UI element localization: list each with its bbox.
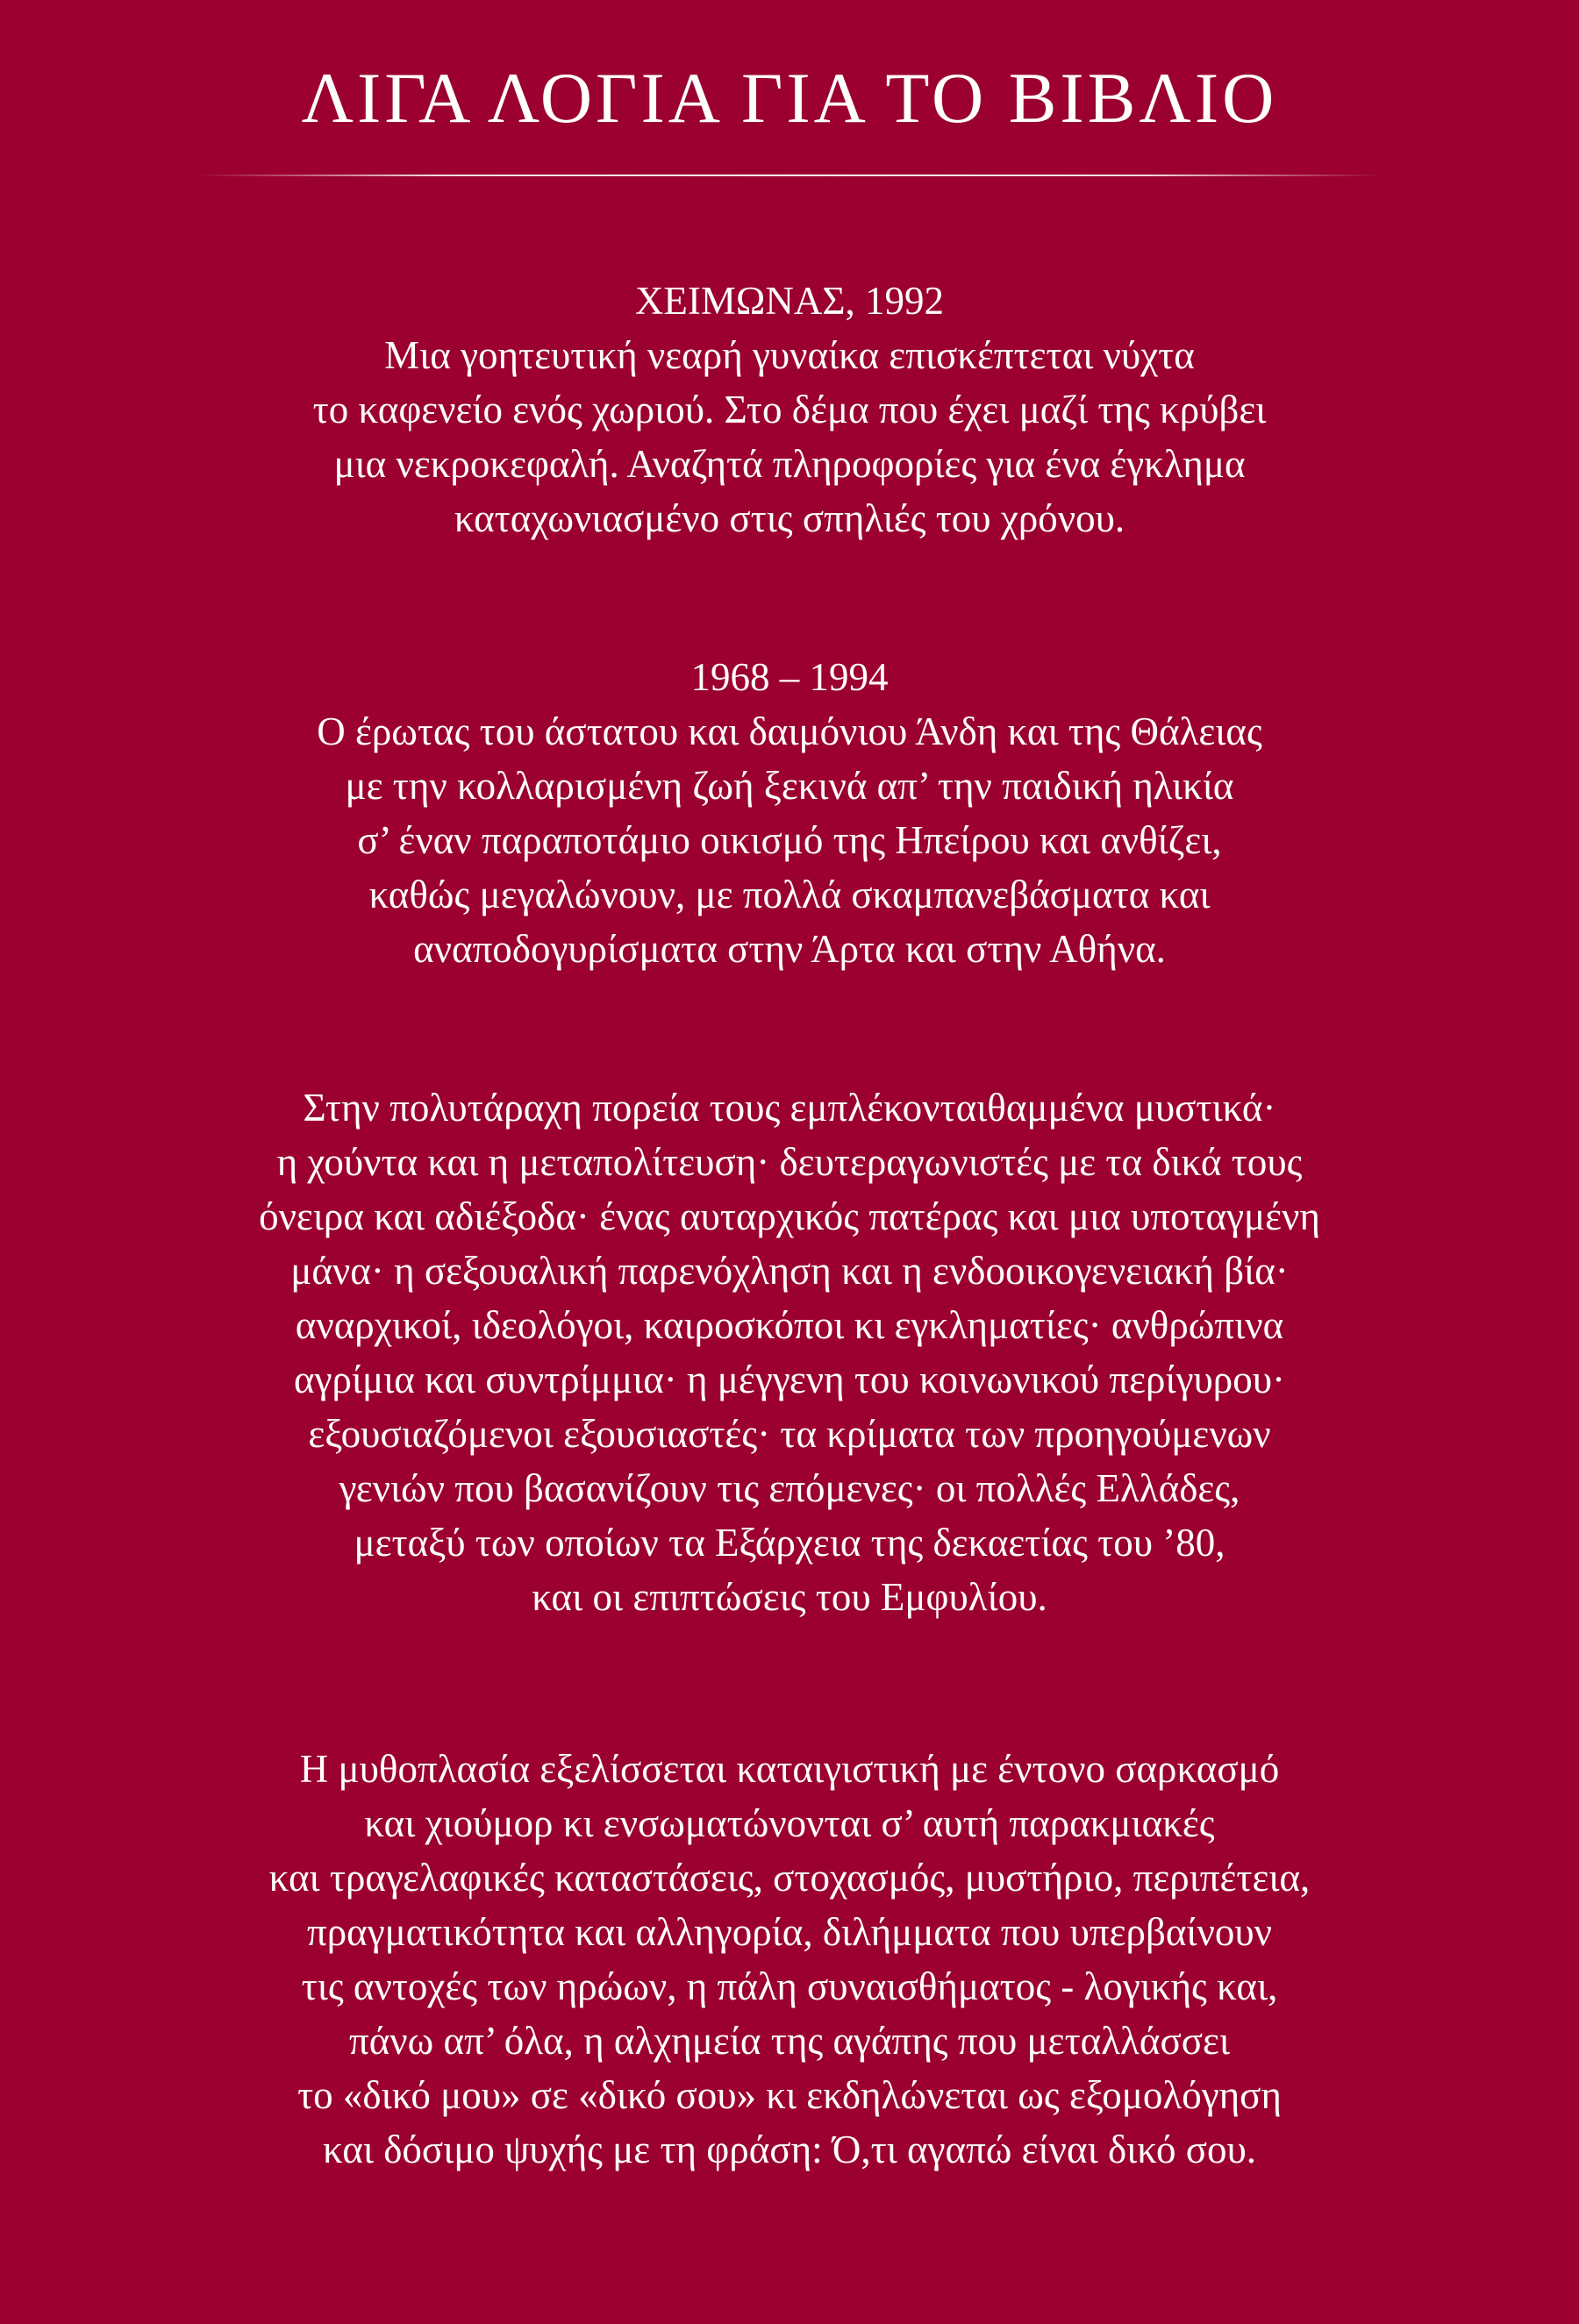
title-divider xyxy=(197,175,1382,176)
text-line: το «δικό μου» σε «δικό σου» κι εκδηλώνεται ως εξομολόγηση xyxy=(297,2073,1282,2117)
text-line: η χούντα και η μεταπολίτευση· δευτεραγωνιστές με τα δικά τους xyxy=(276,1140,1303,1184)
text-line: πάνω απ’ όλα, η αλχημεία της αγάπης που μεταλλάσσει xyxy=(349,2019,1230,2063)
text-line: αγρίμια και συντρίμμια· η μέγγενη του κοινωνικού περίγυρου· xyxy=(294,1358,1285,1401)
text-line: και χιούμορ κι ενσωματώνονται σ’ αυτή παρακμιακές xyxy=(364,1801,1215,1845)
text-line: σ’ έναν παραποτάμιο οικισμό της Ηπείρου και ανθίζει, xyxy=(357,818,1222,862)
text-line: και οι επιπτώσεις του Εμφυλίου. xyxy=(532,1575,1047,1619)
text-line: το καφενείο ενός χωριού. Στο δέμα που έχει μαζί της κρύβει xyxy=(312,388,1267,431)
text-line: με την κολλαρισμένη ζωή ξεκινά απ’ την παιδική ηλικία xyxy=(345,764,1234,808)
text-line: τις αντοχές των ηρώων, η πάλη συναισθήματος - λογικής και, xyxy=(301,1964,1278,2008)
text-line: εξουσιαζόμενοι εξουσιαστές· τα κρίματα των προηγούμενων xyxy=(308,1412,1271,1456)
section-narrative xyxy=(0,1742,1579,2177)
text-line: αναρχικοί, ιδεολόγοι, καιροσκόποι κι εγκληματίες· ανθρώπινα xyxy=(295,1303,1284,1347)
section-winter-1992 xyxy=(0,274,1579,545)
text-line: καταχωνιασμένο στις σπηλιές του χρόνου. xyxy=(454,496,1125,540)
page-title: ΛΙΓΑ ΛΟΓΙΑ ΓΙΑ ΤΟ ΒΙΒΛΙΟ xyxy=(301,58,1278,138)
text-line: μάνα· η σεξουαλική παρενόχληση και η ενδοοικογενειακή βία· xyxy=(290,1249,1289,1293)
text-line: πραγματικότητα και αλληγορία, διλήμματα που υπερβαίνουν xyxy=(307,1910,1272,1954)
text-line: Στην πολυτάραχη πορεία τους εμπλέκονταιθαμμένα μυστικά· xyxy=(303,1086,1276,1130)
text-line: Η μυθοπλασία εξελίσσεται καταιγιστική με έντονο σαρκασμό xyxy=(299,1747,1280,1791)
section-heading: ΧΕΙΜΩΝΑΣ, 1992 xyxy=(634,279,945,323)
text-line: και δόσιμο ψυχής με τη φράση: Ό,τι αγαπώ είναι δικό σου. xyxy=(322,2128,1256,2171)
text-line: όνειρα και αδιέξοδα· ένας αυταρχικός πατέρας και μια υποταγμένη xyxy=(259,1194,1320,1238)
text-line: Μια γοητευτική νεαρή γυναίκα επισκέπτεται νύχτα xyxy=(384,333,1195,377)
section-heading: 1968 – 1994 xyxy=(690,655,889,699)
text-line: γενιών που βασανίζουν τις επόμενες· οι πολλές Ελλάδες, xyxy=(339,1466,1240,1510)
section-themes xyxy=(0,1080,1579,1624)
section-1968-1994 xyxy=(0,650,1579,976)
text-line: και τραγελαφικές καταστάσεις, στοχασμός, μυστήριο, περιπέτεια, xyxy=(268,1856,1311,1900)
text-line: Ο έρωτας του άστατου και δαιμόνιου Άνδη και της Θάλειας xyxy=(317,709,1262,753)
text-line: αναποδογυρίσματα στην Άρτα και στην Αθήνα. xyxy=(413,927,1166,971)
text-line: μια νεκροκεφαλή. Αναζητά πληροφορίες για ένα έγκλημα xyxy=(333,442,1246,486)
text-line: καθώς μεγαλώνουν, με πολλά σκαμπανεβάσματα και xyxy=(368,873,1211,916)
text-line: μεταξύ των οποίων τα Εξάρχεια της δεκαετίας του ’80, xyxy=(354,1521,1225,1565)
